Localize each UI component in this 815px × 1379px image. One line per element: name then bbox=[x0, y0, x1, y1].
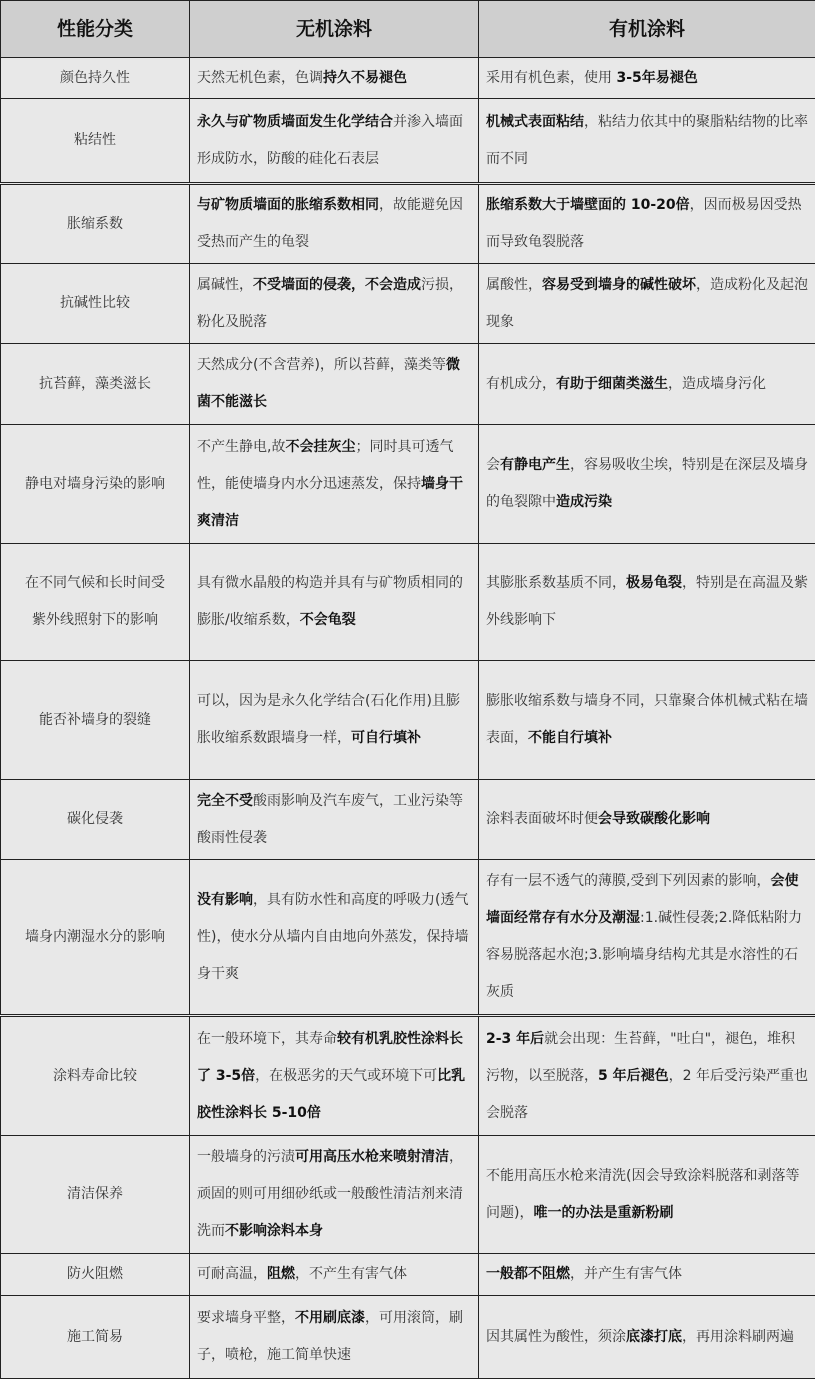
text: 并渗入墙面形成防水，防酸的硅化石表层 bbox=[197, 114, 463, 167]
bold-text: 与矿物质墙面的胀缩系数相同 bbox=[197, 197, 379, 213]
text: 属碱性， bbox=[197, 277, 253, 293]
bold-text: 5 年后褪色 bbox=[598, 1068, 669, 1084]
inorganic-cell bbox=[190, 544, 479, 661]
header-inorganic: 无机涂料 bbox=[190, 1, 479, 58]
bold-text: 造成污染 bbox=[556, 494, 612, 510]
organic-cell bbox=[479, 1016, 815, 1136]
text: 在一般环境下，其寿命 bbox=[197, 1031, 337, 1047]
text: ，可用滚筒，刷子，喷枪，施工简单快速 bbox=[197, 1310, 463, 1363]
bold-text: 微菌不能滋长 bbox=[197, 357, 460, 410]
bold-text: 没有影响 bbox=[197, 892, 253, 908]
text: ；同时具可透气性，能使墙身内水分迅速蒸发，保持 bbox=[197, 439, 453, 492]
inorganic-cell bbox=[190, 661, 479, 780]
text: 天然无机色素，色调 bbox=[197, 70, 323, 86]
bold-text: 会导致碳酸化影响 bbox=[598, 811, 710, 827]
inorganic-cell bbox=[190, 1136, 479, 1254]
text: 因其属性为酸性，须涂 bbox=[486, 1329, 626, 1345]
text: 有机成分， bbox=[486, 376, 556, 392]
category-cell: 清洁保养 bbox=[1, 1136, 190, 1254]
category-cell: 抗苔藓，藻类滋长 bbox=[1, 344, 190, 425]
text: ，造成墙身污化 bbox=[668, 376, 766, 392]
inorganic-cell bbox=[190, 1016, 479, 1136]
inorganic-cell bbox=[190, 99, 479, 184]
bold-text: 墙身干爽清洁 bbox=[197, 476, 463, 529]
category-cell: 涂料寿命比较 bbox=[1, 1016, 190, 1136]
bold-text: 不能自行填补 bbox=[528, 730, 612, 746]
organic-cell bbox=[479, 99, 815, 184]
category-cell: 粘结性 bbox=[1, 99, 190, 184]
table-row bbox=[1, 780, 815, 860]
bold-text: 完全不受 bbox=[197, 793, 253, 809]
inorganic-cell bbox=[190, 1254, 479, 1296]
text: 存有一层不透气的薄膜,受到下列因素的影响， bbox=[486, 873, 770, 889]
text: 涂料表面破坏时便 bbox=[486, 811, 598, 827]
category-cell: 施工简易 bbox=[1, 1296, 190, 1379]
organic-cell bbox=[479, 860, 815, 1016]
bold-text: 可自行填补 bbox=[351, 730, 421, 746]
table-row bbox=[1, 264, 815, 344]
bold-text: 唯一的办法是重新粉刷 bbox=[533, 1205, 673, 1221]
bold-text: 有助于细菌类滋生 bbox=[556, 376, 668, 392]
table-body bbox=[1, 58, 815, 1379]
bold-text: 不影响涂料本身 bbox=[225, 1223, 323, 1239]
table-row bbox=[1, 184, 815, 264]
text: 可以，因为是永久化学结合(石化作用)且膨胀收缩系数跟墙身一样， bbox=[197, 693, 460, 746]
bold-text: 底漆打底 bbox=[626, 1329, 682, 1345]
table-row bbox=[1, 58, 815, 99]
table-row bbox=[1, 860, 815, 1016]
organic-cell bbox=[479, 544, 815, 661]
table-row bbox=[1, 1296, 815, 1379]
table-row bbox=[1, 425, 815, 544]
bold-text: 永久与矿物质墙面发生化学结合 bbox=[197, 114, 393, 130]
text: 会 bbox=[486, 457, 500, 473]
text: 膨胀收缩系数与墙身不同，只靠聚合体机械式粘在墙表面， bbox=[486, 693, 808, 746]
text: 天然成分(不含营养)，所以苔藓，藻类等 bbox=[197, 357, 446, 373]
text: 污损，粉化及脱落 bbox=[197, 277, 463, 330]
inorganic-cell bbox=[190, 58, 479, 99]
category-cell: 碳化侵袭 bbox=[1, 780, 190, 860]
table-row bbox=[1, 1136, 815, 1254]
organic-cell bbox=[479, 58, 815, 99]
table-row bbox=[1, 1016, 815, 1136]
bold-text: 极易龟裂 bbox=[626, 575, 682, 591]
bold-text: 可用高压水枪来喷射清洁 bbox=[295, 1149, 449, 1165]
text: 要求墙身平整， bbox=[197, 1310, 295, 1326]
text: ，顽固的则可用细砂纸或一般酸性清洁剂来清洗而 bbox=[197, 1149, 463, 1239]
inorganic-cell bbox=[190, 860, 479, 1016]
inorganic-cell bbox=[190, 1296, 479, 1379]
organic-cell bbox=[479, 1296, 815, 1379]
table-row bbox=[1, 661, 815, 780]
text: ，在极恶劣的天气或环境下可 bbox=[255, 1068, 437, 1084]
bold-text: 会使墙面经常存有水分及潮湿 bbox=[486, 873, 798, 926]
bold-text: 一般都不阻燃 bbox=[486, 1266, 570, 1282]
inorganic-cell bbox=[190, 264, 479, 344]
bold-text: 不会龟裂 bbox=[300, 612, 356, 628]
organic-cell bbox=[479, 184, 815, 264]
text: 具有微水晶般的构造并具有与矿物质相同的膨胀/收缩系数， bbox=[197, 575, 463, 628]
header-category: 性能分类 bbox=[1, 1, 190, 58]
category-cell: 静电对墙身污染的影响 bbox=[1, 425, 190, 544]
category-cell: 墙身内潮湿水分的影响 bbox=[1, 860, 190, 1016]
text: ，并产生有害气体 bbox=[570, 1266, 682, 1282]
text: ，粘结力依其中的聚脂粘结物的比率而不同 bbox=[486, 114, 808, 167]
inorganic-cell bbox=[190, 184, 479, 264]
bold-text: 持久不易褪色 bbox=[323, 70, 407, 86]
bold-text: 比乳胶性涂料长 5-10倍 bbox=[197, 1068, 465, 1121]
text: ，故能避免因受热而产生的龟裂 bbox=[197, 197, 463, 250]
category-cell: 防火阻燃 bbox=[1, 1254, 190, 1296]
inorganic-cell bbox=[190, 344, 479, 425]
table-row bbox=[1, 99, 815, 184]
text: ，特别是在高温及紫外线影响下 bbox=[486, 575, 808, 628]
category-cell: 胀缩系数 bbox=[1, 184, 190, 264]
text: 酸雨影响及汽车废气，工业污染等酸雨性侵袭 bbox=[197, 793, 463, 846]
organic-cell bbox=[479, 1136, 815, 1254]
text: ，容易吸收尘埃，特别是在深层及墙身的龟裂隙中 bbox=[486, 457, 808, 510]
text: 采用有机色素，使用 bbox=[486, 70, 616, 86]
bold-text: 机械式表面粘结 bbox=[486, 114, 584, 130]
text: 就会出现：生苔藓，"吐白"，褪色，堆积污物，以至脱落， bbox=[486, 1031, 795, 1084]
text: ，不产生有害气体 bbox=[295, 1266, 407, 1282]
category-cell: 能否补墙身的裂缝 bbox=[1, 661, 190, 780]
text: ，具有防水性和高度的呼吸力(透气性)，使水分从墙内自由地向外蒸发，保持墙身干爽 bbox=[197, 892, 468, 982]
text: ，2 年后受污染严重也会脱落 bbox=[486, 1068, 808, 1121]
text: 可耐高温， bbox=[197, 1266, 267, 1282]
organic-cell bbox=[479, 1254, 815, 1296]
header-row bbox=[1, 1, 815, 58]
inorganic-cell bbox=[190, 425, 479, 544]
category-cell: 在不同气候和长时间受紫外线照射下的影响 bbox=[1, 544, 190, 661]
bold-text: 容易受到墙身的碱性破坏 bbox=[542, 277, 696, 293]
bold-text: 胀缩系数大于墙壁面的 10-20倍 bbox=[486, 197, 690, 213]
inorganic-cell bbox=[190, 780, 479, 860]
category-cell: 颜色持久性 bbox=[1, 58, 190, 99]
organic-cell bbox=[479, 264, 815, 344]
text: :1.碱性侵袭;2.降低粘附力容易脱落起水泡;3.影响墙身结构尤其是水溶性的石灰质 bbox=[486, 910, 802, 1000]
bold-text: 3-5年易褪色 bbox=[616, 70, 697, 86]
text: 不产生静电,故 bbox=[197, 439, 285, 455]
text: ，因而极易因受热而导致龟裂脱落 bbox=[486, 197, 802, 250]
text: ，再用涂料刷两遍 bbox=[682, 1329, 794, 1345]
organic-cell bbox=[479, 425, 815, 544]
header-organic: 有机涂料 bbox=[479, 1, 815, 58]
bold-text: 不用刷底漆 bbox=[295, 1310, 365, 1326]
table-row bbox=[1, 344, 815, 425]
bold-text: 较有机乳胶性涂料长了 3-5倍 bbox=[197, 1031, 463, 1084]
bold-text: 不受墙面的侵袭，不会造成 bbox=[253, 277, 421, 293]
organic-cell bbox=[479, 661, 815, 780]
bold-text: 不会挂灰尘 bbox=[285, 439, 355, 455]
text: 一般墙身的污渍 bbox=[197, 1149, 295, 1165]
table-row bbox=[1, 544, 815, 661]
category-cell: 抗碱性比较 bbox=[1, 264, 190, 344]
text: ，造成粉化及起泡现象 bbox=[486, 277, 808, 330]
organic-cell bbox=[479, 780, 815, 860]
text: 不能用高压水枪来清洗(因会导致涂料脱落和剥落等问题)， bbox=[486, 1168, 799, 1221]
bold-text: 2-3 年后 bbox=[486, 1031, 544, 1047]
table-row bbox=[1, 1254, 815, 1296]
text: 其膨胀系数基质不同， bbox=[486, 575, 626, 591]
bold-text: 有静电产生 bbox=[500, 457, 570, 473]
text: 属酸性， bbox=[486, 277, 542, 293]
organic-cell bbox=[479, 344, 815, 425]
bold-text: 阻燃 bbox=[267, 1266, 295, 1282]
